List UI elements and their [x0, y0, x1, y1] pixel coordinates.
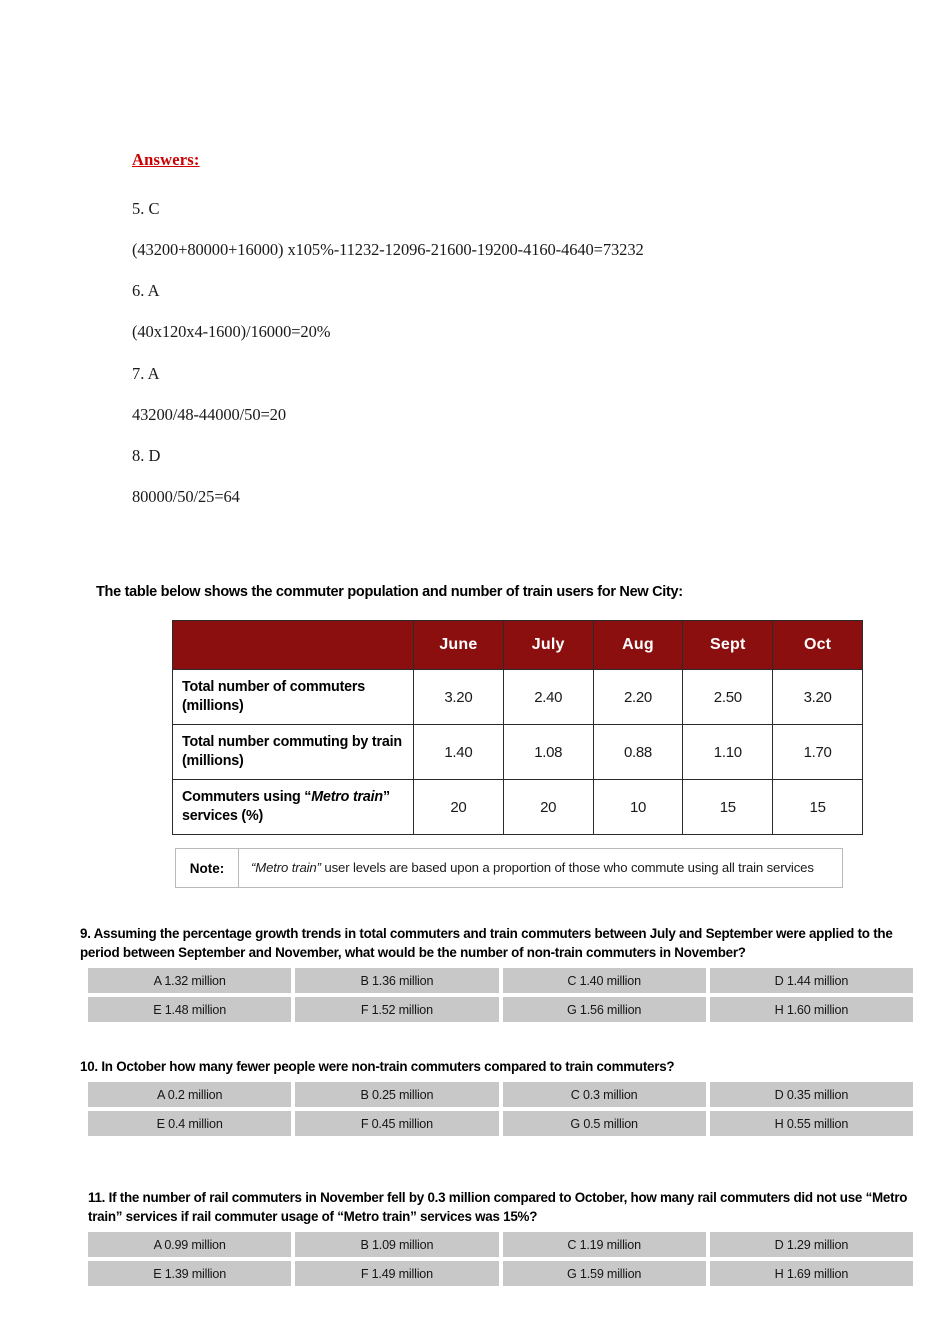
row-label-total-commuters: Total number of commuters (millions) [173, 670, 414, 725]
cell-train-commuters-oct: 1.70 [773, 725, 863, 780]
answer-option-11-b[interactable]: B 1.09 million [295, 1232, 498, 1257]
table-header-blank [173, 621, 414, 670]
cell-train-commuters-sept: 1.10 [683, 725, 773, 780]
table-header-oct: Oct [773, 621, 863, 670]
note-text-emphasis: “Metro train” [251, 860, 321, 875]
table-header-june: June [414, 621, 504, 670]
note-box [175, 848, 843, 888]
answer-working-8: 80000/50/25=64 [132, 486, 240, 506]
answer-option-11-d[interactable]: D 1.29 million [710, 1232, 913, 1257]
row-label-metro-emphasis: Metro train [311, 789, 383, 806]
answer-option-10-h[interactable]: H 0.55 million [710, 1111, 913, 1136]
table-header-july: July [503, 621, 593, 670]
note-label: Note: [176, 849, 239, 887]
cell-metro-pct-oct: 15 [773, 780, 863, 835]
cell-metro-pct-sept: 15 [683, 780, 773, 835]
row-label-metro-train-pct [173, 780, 414, 835]
answer-option-10-d[interactable]: D 0.35 million [710, 1082, 913, 1107]
answer-option-11-h[interactable]: H 1.69 million [710, 1261, 913, 1286]
answer-option-9-e[interactable]: E 1.48 million [88, 997, 291, 1022]
cell-total-commuters-aug: 2.20 [593, 670, 683, 725]
answer-option-10-e[interactable]: E 0.4 million [88, 1111, 291, 1136]
answer-line-6: 6. A [132, 281, 160, 301]
answer-option-9-f[interactable]: F 1.52 million [295, 997, 498, 1022]
cell-total-commuters-sept: 2.50 [683, 670, 773, 725]
answer-option-10-c[interactable]: C 0.3 million [503, 1082, 706, 1107]
answer-option-9-h[interactable]: H 1.60 million [710, 997, 913, 1022]
row-label-train-commuters: Total number commuting by train (millions) [173, 725, 414, 780]
table-row [173, 670, 863, 725]
note-text-rest: user levels are based upon a proportion of those who commute using all train services [320, 860, 814, 875]
cell-metro-pct-aug: 10 [593, 780, 683, 835]
cell-train-commuters-aug: 0.88 [593, 725, 683, 780]
answer-option-9-d[interactable]: D 1.44 million [710, 968, 913, 993]
answer-line-8: 8. D [132, 445, 161, 465]
table-body [173, 670, 863, 835]
commuter-data-table [172, 620, 863, 835]
answer-option-11-f[interactable]: F 1.49 million [295, 1261, 498, 1286]
answers-section [132, 150, 872, 529]
answer-option-10-f[interactable]: F 0.45 million [295, 1111, 498, 1136]
question-block-10 [80, 1057, 920, 1136]
answer-options-10 [88, 1082, 913, 1136]
question-text-11: 11. If the number of rail commuters in November fell by 0.3 million compared to October, how many rail commuters did not use “Metro train” services if rail commuter usage of “Metro train” services was 15%? [88, 1190, 908, 1225]
row-label-metro-pre: Commuters using “ [182, 789, 312, 806]
answer-option-9-c[interactable]: C 1.40 million [503, 968, 706, 993]
answer-option-9-b[interactable]: B 1.36 million [295, 968, 498, 993]
table-header-aug: Aug [593, 621, 683, 670]
table-row [173, 725, 863, 780]
row-label-metro-post: ” services (%) [182, 789, 390, 824]
cell-train-commuters-june: 1.40 [414, 725, 504, 780]
answers-heading: Answers: [132, 150, 200, 169]
table-header-row [173, 621, 863, 670]
answer-working-6: (40x120x4-1600)/16000=20% [132, 322, 331, 342]
note-text [239, 849, 824, 887]
answer-options-9 [88, 968, 913, 1022]
commuter-data-table-wrapper [172, 620, 844, 835]
answer-working-5: (43200+80000+16000) x105%-11232-12096-21600-19200-4160-4640=73232 [132, 240, 644, 260]
cell-metro-pct-july: 20 [503, 780, 593, 835]
cell-metro-pct-june: 20 [414, 780, 504, 835]
question-text-9: 9. Assuming the percentage growth trends in total commuters and train commuters between July and September were applied to the period between September and November, what would be the number of non-train commuters in November? [80, 926, 893, 961]
answer-option-10-g[interactable]: G 0.5 million [503, 1111, 706, 1136]
table-row [173, 780, 863, 835]
question-block-9 [80, 924, 920, 1022]
answer-option-10-b[interactable]: B 0.25 million [295, 1082, 498, 1107]
table-intro-text: The table below shows the commuter population and number of train users for New City: [96, 584, 683, 600]
answer-option-11-g[interactable]: G 1.59 million [503, 1261, 706, 1286]
cell-total-commuters-july: 2.40 [503, 670, 593, 725]
answer-option-10-a[interactable]: A 0.2 million [88, 1082, 291, 1107]
answer-line-7: 7. A [132, 363, 160, 383]
cell-total-commuters-june: 3.20 [414, 670, 504, 725]
answer-option-11-c[interactable]: C 1.19 million [503, 1232, 706, 1257]
cell-train-commuters-july: 1.08 [503, 725, 593, 780]
question-block-11 [80, 1188, 920, 1286]
answer-working-7: 43200/48-44000/50=20 [132, 404, 286, 424]
answer-line-5: 5. C [132, 199, 160, 218]
answer-option-9-g[interactable]: G 1.56 million [503, 997, 706, 1022]
answer-options-11 [88, 1232, 913, 1286]
table-header-sept: Sept [683, 621, 773, 670]
question-text-10: 10. In October how many fewer people were non-train commuters compared to train commuters? [80, 1059, 675, 1074]
answer-option-11-a[interactable]: A 0.99 million [88, 1232, 291, 1257]
answer-option-11-e[interactable]: E 1.39 million [88, 1261, 291, 1286]
cell-total-commuters-oct: 3.20 [773, 670, 863, 725]
answer-option-9-a[interactable]: A 1.32 million [88, 968, 291, 993]
